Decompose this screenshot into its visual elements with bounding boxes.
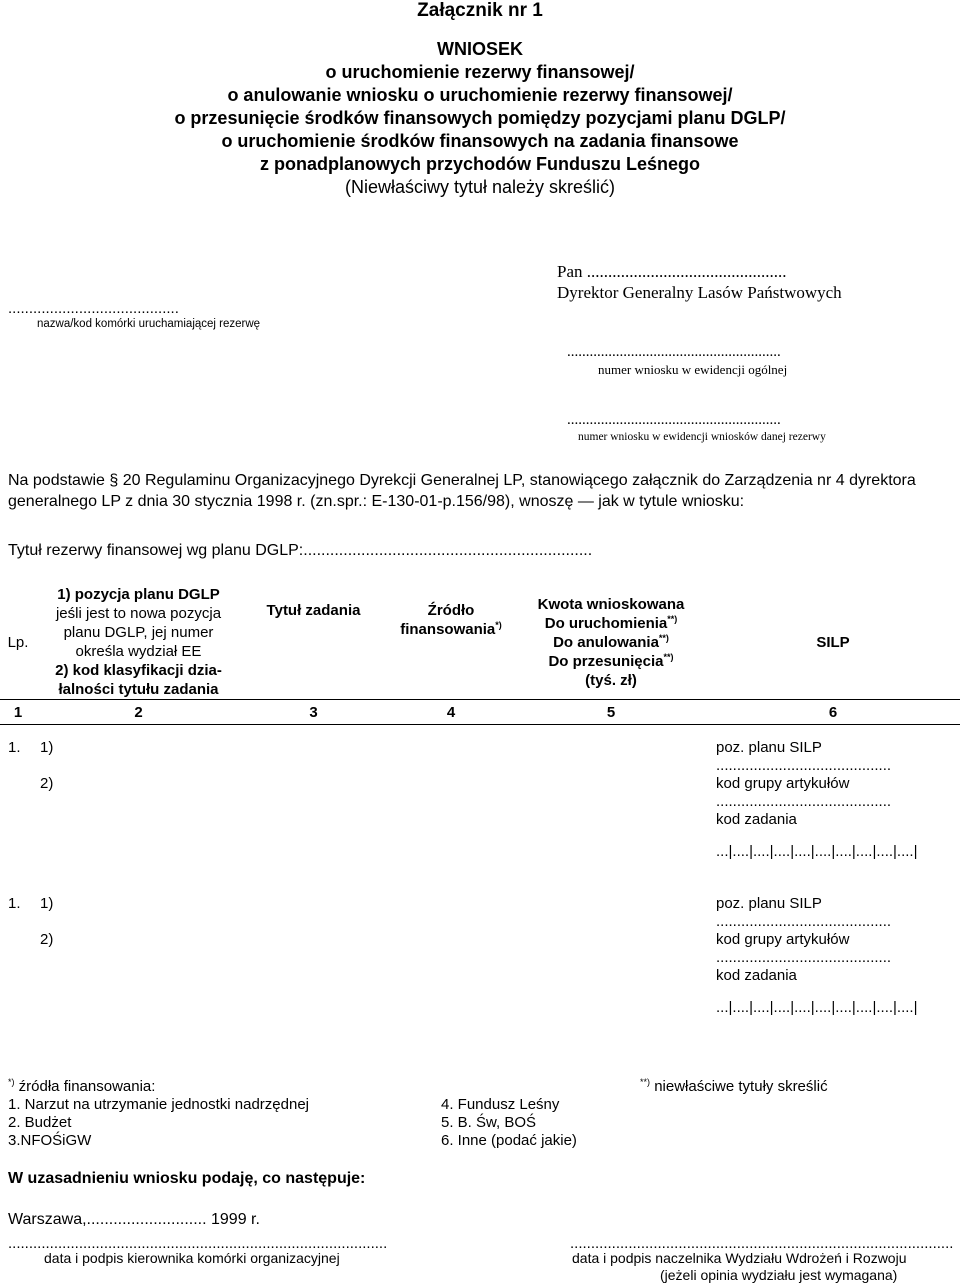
silp-line: kod zadania bbox=[716, 966, 797, 984]
funding-source-item: 2. Budżet bbox=[8, 1114, 72, 1131]
silp-line: .......................................... bbox=[716, 793, 892, 810]
header-line: określa wydział EE bbox=[75, 643, 202, 660]
header-amount bbox=[516, 585, 706, 700]
activity-code-item: 2) bbox=[40, 775, 54, 792]
column-number-row bbox=[0, 700, 960, 725]
silp-line: kod grupy artykułów bbox=[716, 930, 850, 948]
header-line: 2) kod klasyfikacji dzia- bbox=[55, 662, 222, 679]
row-plan-position[interactable] bbox=[36, 725, 241, 889]
footnote-text: niewłaściwe tytuły skreślić bbox=[654, 1078, 828, 1095]
legal-basis-text: Na podstawie § 20 Regulaminu Organizacyjnego Dyrekcji Generalnej LP, stanowiącego załącznik do Zarządzenia nr 4 dyrektora generalnego LP z dnia 30 stycznia 1998 r. (zn.spr.: E-130-01-p.156/98), wnoszę — jak w tytule wniosku: bbox=[8, 472, 916, 510]
funding-source-item: 1. Narzut na utrzymanie jednostki nadrzędnej bbox=[8, 1096, 309, 1113]
justification-heading: W uzasadnieniu wniosku podaję, co następuje: bbox=[8, 1170, 366, 1187]
document-title bbox=[0, 38, 960, 199]
footnote-mark: **) bbox=[663, 651, 674, 662]
header-line: łalności tytułu zadania bbox=[58, 681, 219, 698]
title-line: o przesunięcie środków finansowych pomiędzy pozycjami planu DGLP/ bbox=[174, 108, 786, 128]
header-line: Do uruchomienia bbox=[544, 614, 668, 632]
row-task-title[interactable] bbox=[241, 725, 386, 889]
row-plan-position[interactable] bbox=[36, 889, 241, 1039]
signature-left-field[interactable]: ........................................................................................... bbox=[8, 1235, 388, 1252]
column-number: 6 bbox=[706, 700, 960, 725]
funding-source-item: 5. B. Św, BOŚ bbox=[441, 1114, 537, 1131]
title-line: o anulowanie wniosku o uruchomienie rezerwy finansowej/ bbox=[227, 85, 733, 105]
column-number: 2 bbox=[36, 700, 241, 725]
row-amount[interactable] bbox=[516, 889, 706, 1039]
unit-field-label: nazwa/kod komórki uruchamiającej rezerwę bbox=[37, 318, 261, 330]
footnote-title: źródła finansowania: bbox=[18, 1078, 156, 1095]
plan-position-item: 1) bbox=[40, 894, 54, 912]
funding-source-item: 6. Inne (podać jakie) bbox=[441, 1132, 577, 1149]
table-row bbox=[0, 725, 960, 889]
header-task-title: Tytuł zadania bbox=[266, 602, 361, 619]
title-note: (Niewłaściwy tytuł należy skreślić) bbox=[344, 177, 616, 197]
column-number: 3 bbox=[241, 700, 386, 725]
header-line: Do przesunięcia bbox=[548, 652, 664, 670]
silp-line: kod zadania bbox=[716, 811, 797, 828]
signature-right-field[interactable]: ............................................................................................ bbox=[570, 1235, 954, 1252]
header-line: 1) pozycja planu DGLP bbox=[57, 586, 220, 603]
header-line: Źródło bbox=[427, 602, 475, 619]
title-line: o uruchomienie rezerwy finansowej/ bbox=[325, 62, 635, 82]
addressee-title: Dyrektor Generalny Lasów Państwowych bbox=[557, 283, 842, 302]
reserve-number-field[interactable]: ......................................................... bbox=[567, 412, 781, 428]
silp-line: poz. planu SILP bbox=[716, 739, 822, 756]
title-line: o uruchomienie środków finansowych na zadania finansowe bbox=[221, 131, 739, 151]
footnote-mark: *) bbox=[8, 1077, 15, 1087]
row-lp: 1. bbox=[8, 739, 21, 756]
row-funding-source[interactable] bbox=[386, 725, 516, 889]
signature-left-label: data i podpis kierownika komórki organizacyjnej bbox=[44, 1250, 340, 1266]
table-row bbox=[0, 889, 960, 1039]
header-funding-source bbox=[386, 585, 516, 700]
annex-label: Załącznik nr 1 bbox=[417, 0, 543, 21]
row-lp: 1. bbox=[8, 894, 21, 912]
footnote-mark: **) bbox=[640, 1077, 651, 1087]
plan-position-item: 1) bbox=[40, 739, 54, 756]
funding-sources-list-right bbox=[441, 1096, 577, 1150]
footnote-mark: *) bbox=[495, 620, 502, 630]
silp-task-code: ...|....|....|....|....|....|....|....|....|....| bbox=[716, 998, 918, 1016]
row-task-title[interactable] bbox=[241, 889, 386, 1039]
reserve-title-field[interactable]: Tytuł rezerwy finansowej wg planu DGLP:................................................................. bbox=[8, 542, 593, 559]
header-line: jeśli jest to nowa pozycja bbox=[55, 605, 222, 622]
header-silp: SILP bbox=[816, 633, 850, 651]
silp-task-code: ...|....|....|....|....|....|....|....|....|....| bbox=[716, 843, 918, 860]
footnote-mark: **) bbox=[667, 613, 678, 624]
row-amount[interactable] bbox=[516, 725, 706, 889]
column-number: 1 bbox=[0, 700, 36, 725]
funding-source-item: 4. Fundusz Leśny bbox=[441, 1096, 560, 1113]
header-line: planu DGLP, jej numer bbox=[63, 624, 214, 641]
funding-source-item: 3.NFOŚiGW bbox=[8, 1132, 92, 1149]
addressee-name-field[interactable]: Pan ............................................... bbox=[557, 262, 787, 281]
reserve-number-label: numer wniosku w ewidencji wniosków danej rezerwy bbox=[578, 431, 826, 443]
signature-right-note: (jeżeli opinia wydziału jest wymagana) bbox=[660, 1267, 898, 1283]
unit-field[interactable]: ......................................... bbox=[8, 300, 179, 317]
silp-line: poz. planu SILP bbox=[716, 894, 822, 912]
signature-right-label: data i podpis naczelnika Wydziału Wdrożeń i Rozwoju bbox=[572, 1250, 907, 1266]
place-date-field[interactable]: Warszawa,........................... 1999 r. bbox=[8, 1211, 260, 1228]
row-funding-source[interactable] bbox=[386, 889, 516, 1039]
row-silp[interactable] bbox=[706, 725, 960, 889]
silp-line: .......................................... bbox=[716, 948, 892, 966]
column-number: 4 bbox=[386, 700, 516, 725]
header-plan-position bbox=[36, 585, 241, 700]
general-number-label: numer wniosku w ewidencji ogólnej bbox=[598, 362, 788, 377]
title-line: z ponadplanowych przychodów Funduszu Leśnego bbox=[259, 154, 700, 174]
funding-sources-footnote bbox=[8, 1078, 309, 1150]
column-number: 5 bbox=[516, 700, 706, 725]
header-line: Kwota wnioskowana bbox=[537, 595, 685, 613]
header-lp: Lp. bbox=[7, 633, 29, 651]
footnote-mark: **) bbox=[658, 632, 669, 643]
titles-footnote bbox=[640, 1078, 828, 1095]
header-line: finansowania bbox=[400, 621, 496, 638]
header-line: Do anulowania bbox=[553, 633, 659, 651]
general-number-field[interactable]: ......................................................... bbox=[567, 344, 781, 360]
title-line: WNIOSEK bbox=[436, 39, 523, 59]
request-table bbox=[0, 585, 960, 1039]
header-line: (tyś. zł) bbox=[585, 671, 637, 689]
silp-line: .......................................... bbox=[716, 757, 892, 774]
silp-line: kod grupy artykułów bbox=[716, 775, 850, 792]
activity-code-item: 2) bbox=[40, 930, 54, 948]
silp-line: .......................................... bbox=[716, 912, 892, 930]
row-silp[interactable] bbox=[706, 889, 960, 1039]
